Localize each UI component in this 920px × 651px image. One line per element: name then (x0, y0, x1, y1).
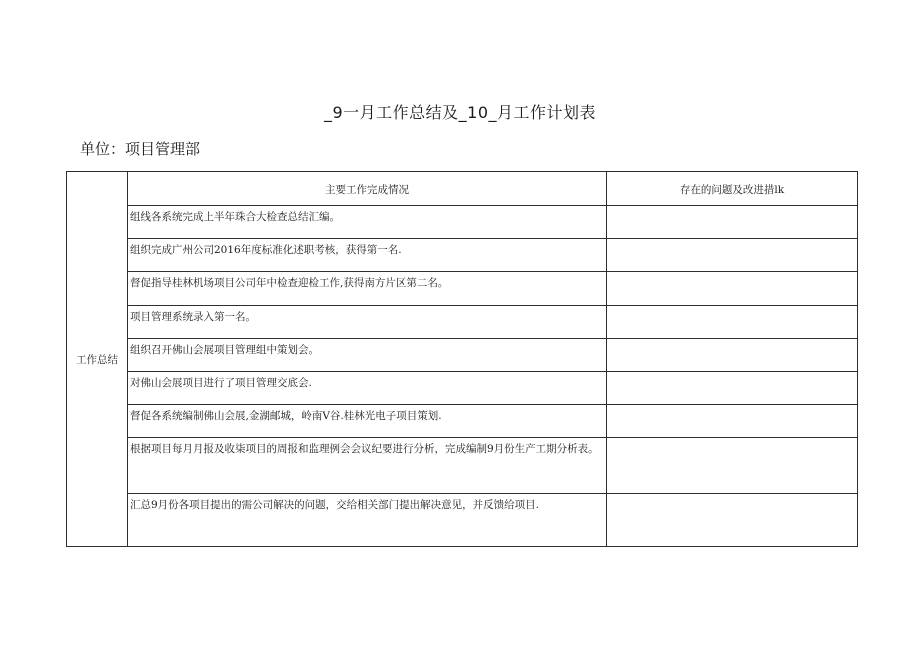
main-work-cell: 项目管理系统录入第一名。 (128, 306, 607, 339)
document-title: _9一月工作总结及_10_月工作计划表 (323, 103, 597, 122)
table-header-row (67, 172, 858, 206)
header-main-work: 主要工作完成情况 (128, 172, 607, 206)
table-row (67, 405, 858, 438)
table-row (67, 339, 858, 372)
table-row (67, 372, 858, 405)
issues-cell (607, 405, 858, 438)
table-row (67, 239, 858, 272)
main-work-cell: 根据项目每月月报及收柒项目的周报和监理例会会议纪要进行分析，完成编制9月份生产工期分析表。 (128, 438, 607, 494)
issues-cell (607, 494, 858, 547)
table-row (67, 438, 858, 494)
table-row (67, 306, 858, 339)
issues-cell (607, 206, 858, 239)
issues-cell (607, 306, 858, 339)
work-summary-table (66, 171, 858, 547)
main-work-cell: 组线各系统完成上半年珠合大检查总结汇编。 (128, 206, 607, 239)
main-work-cell: 对佛山会展项目进行了项目管理交底会. (128, 372, 607, 405)
issues-cell (607, 339, 858, 372)
main-work-cell: 组织召开佛山会展项目管理组中策划会。 (128, 339, 607, 372)
table-row (67, 206, 858, 239)
unit-label: 单位：项目管理部 (80, 140, 201, 158)
table-row (67, 494, 858, 547)
table-row (67, 272, 858, 306)
section-label-work-summary: 工作总结 (67, 172, 128, 547)
issues-cell (607, 438, 858, 494)
main-work-cell: 汇总9月份各项目提出的需公司解决的问题，交给相关部门提出解决意见，并反馈给项目. (128, 494, 607, 547)
issues-cell (607, 239, 858, 272)
main-work-cell: 督促指导桂林机场项目公司年中检查迎检工作,获得南方片区第二名。 (128, 272, 607, 306)
main-work-cell: 督促各系统编制佛山会展,金湖邮城，岭南V谷.桂林光电子项目策划. (128, 405, 607, 438)
main-work-cell: 组织完成广州公司2016年度标准化述职考核，获得第一名. (128, 239, 607, 272)
issues-cell (607, 272, 858, 306)
issues-cell (607, 372, 858, 405)
header-issues: 存在的问题及改进措lk (607, 172, 858, 206)
